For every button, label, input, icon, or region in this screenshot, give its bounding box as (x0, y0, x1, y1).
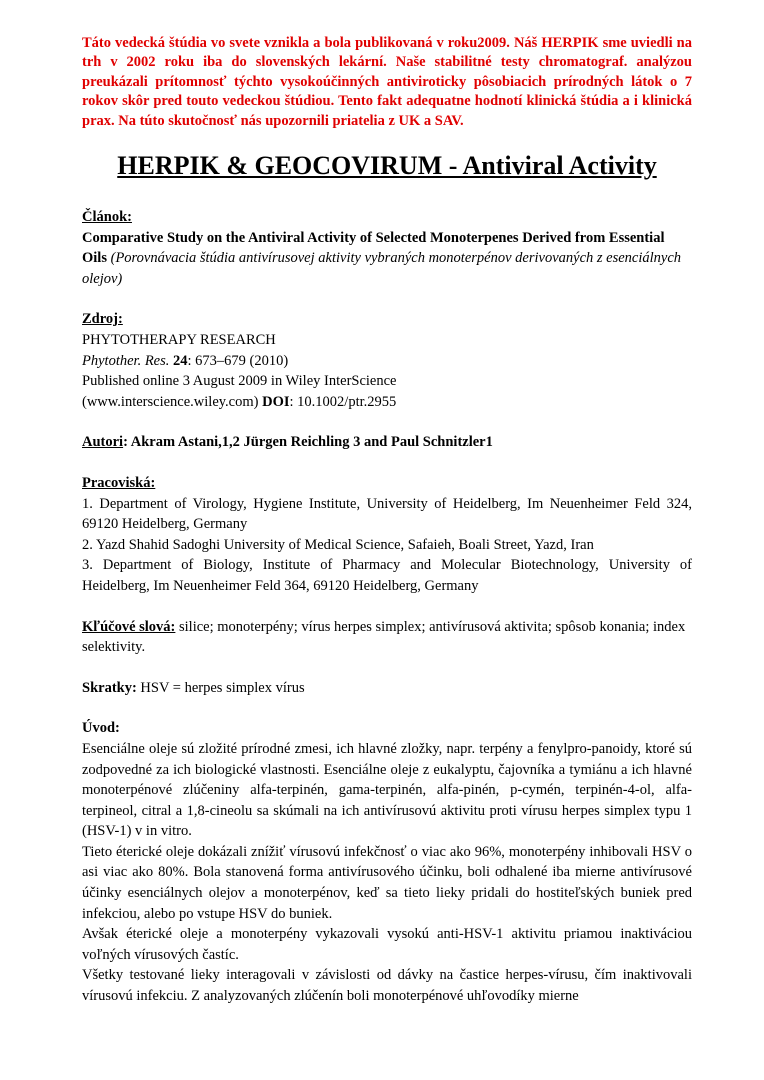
authors-section (82, 432, 692, 453)
abbreviations-text: HSV = herpes simplex vírus (136, 679, 305, 696)
intro-section (82, 718, 692, 1006)
document-page (82, 34, 692, 1007)
intro-paragraph: Tieto éterické oleje dokázali znížiť vírusovú infekčnosť o viac ako 96%, monoterpény inhibovali HSV o asi viac ako 80%. Bola stanovená forma antivírusového účinku, boli odhalené iba mierne antivírusové účinky esenciálnych olejov a monoterpénov, keď sa tieto lieky pridali do hostiteľských buniek pred infekciou, alebo po vstupe HSV do buniek. (82, 843, 692, 922)
source-section (82, 309, 692, 412)
red-notice: Táto vedecká štúdia vo svete vznikla a bola publikovaná v roku2009. Náš HERPIK sme uviedli na trh v 2002 roku iba do slovenských lekární. Naše stabilitné testy chromatograf. analýzou preukázali prítomnosť týchto vysokoúčinných antiviroticky pôsobiacich prírodných látok o 7 rokov skôr pred touto vedeckou štúdiou. Tento fakt adequatne hodnotí klinická štúdia a i klinická prax. Na túto skutočnosť nás upozornili priatelia z UK a SAV. (82, 35, 692, 129)
article-title-en: Comparative Study on the Antiviral Activity of Selected Monoterpenes Derived from Essential Oils (82, 229, 665, 267)
article-heading: Článok: (82, 209, 132, 226)
authors-names: : Akram Astani,1,2 Jürgen Reichling 3 and Paul Schnitzler1 (123, 434, 493, 451)
intro-heading: Úvod: (82, 720, 120, 737)
citation-abbrev: Phytother. Res. (82, 352, 170, 369)
source-url: (www.interscience.wiley.com) (82, 393, 259, 410)
affiliation-item: 3. Department of Biology, Institute of Pharmacy and Molecular Biotechnology, University of Heidelberg, Im Neuenheimer Feld 364, 69120 Heidelberg, Germany (82, 557, 692, 594)
citation-pages: : 673–679 (2010) (187, 352, 289, 369)
authors-heading: Autori (82, 434, 124, 451)
article-section (82, 207, 692, 289)
keywords-section (82, 617, 692, 658)
affiliation-item: 2. Yazd Shahid Sadoghi University of Medical Science, Safaieh, Boali Street, Yazd, Iran (82, 536, 594, 553)
source-heading: Zdroj: (82, 311, 123, 328)
article-title-sk: (Porovnávacia štúdia antivírusovej aktivity vybraných monoterpénov derivovaných z esenciálnych olejov) (82, 250, 682, 287)
page-title: HERPIK & GEOCOVIRUM - Antiviral Activity (117, 151, 657, 181)
doi-label: DOI (262, 393, 290, 410)
intro-paragraph: Všetky testované lieky interagovali v závislosti od dávky na častice herpes-vírusu, čím inaktivovali vírusovú infekciu. Z analyzovaných zlúčenín boli monoterpénové uhľovodíky mierne (82, 967, 692, 1005)
abbreviations-heading: Skratky: (82, 679, 137, 696)
abbreviations-section (82, 678, 692, 699)
affiliations-heading: Pracoviská: (82, 474, 156, 491)
keywords-heading: Kľúčové slová: (82, 618, 176, 635)
doi-value: : 10.1002/ptr.2955 (289, 393, 397, 410)
source-url-doi (82, 392, 692, 413)
affiliations-section (82, 473, 692, 597)
source-published: Published online 3 August 2009 in Wiley InterScience (82, 373, 397, 390)
citation-volume: 24 (173, 352, 188, 369)
source-citation (82, 351, 692, 372)
keywords-text: silice; monoterpény; vírus herpes simplex; antivírusová aktivita; spôsob konania; index selektivity. (82, 618, 686, 656)
affiliation-item: 1. Department of Virology, Hygiene Institute, University of Heidelberg, Im Neuenheimer Feld 324, 69120 Heidelberg, Germany (82, 495, 692, 533)
source-journal: PHYTOTHERAPY RESEARCH (82, 332, 276, 348)
intro-paragraph: Esenciálne oleje sú zložité prírodné zmesi, ich hlavné zložky, napr. terpény a fenylpro-panoidy, ktoré sú zodpovedné za ich biologické vlastnosti. Esenciálne oleje z eukalyptu, čajovníka a tymiánu a ich hlavné monoterpénové zlúčeniny alfa-terpinén, gama-terpinén, alfa-pinén, p-cymén, terpinén-4-ol, alfa-terpineol, citral a 1,8-cineolu sa skúmali na ich antivírusovú aktivitu proti vírusu herpes simplex typu 1 (HSV-1) v in vitro. (82, 740, 692, 840)
intro-paragraph: Avšak éterické oleje a monoterpény vykazovali vysokú anti-HSV-1 aktivitu priamou inaktiváciou voľných vírusových častíc. (82, 926, 692, 963)
